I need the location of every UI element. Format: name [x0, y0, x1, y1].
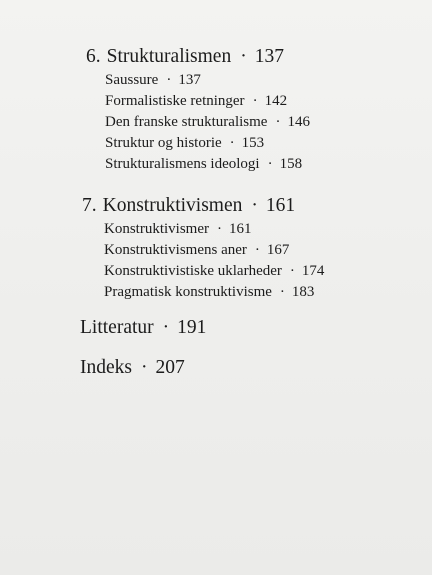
separator-dot: ·: [289, 263, 295, 279]
entry-title: Strukturalismens ideologi: [105, 156, 260, 172]
page-number: 183: [291, 284, 315, 300]
page-number: 167: [266, 242, 290, 258]
toc-entry: [105, 73, 201, 88]
separator-dot: ·: [267, 156, 273, 172]
separator-dot: ·: [252, 93, 258, 109]
entry-title: Saussure: [105, 72, 159, 88]
toc-entry: [105, 115, 310, 130]
toc-entry: [105, 136, 264, 151]
page-number: 153: [241, 135, 265, 151]
entry-title: Struktur og historie: [105, 135, 222, 151]
chapter-number: 6.: [86, 46, 101, 67]
entry-title: Litteratur: [80, 317, 154, 338]
page-number: 137: [254, 46, 284, 67]
litteratur-heading: [80, 318, 206, 338]
page-number: 174: [301, 263, 325, 279]
chapter-title: Konstruktivismen: [102, 195, 243, 216]
page-number: 137: [178, 72, 201, 88]
entry-title: Konstruktivistiske uklarheder: [104, 263, 282, 279]
entry-title: Konstruktivismer: [104, 221, 209, 237]
chapter-title: Strukturalismen: [106, 46, 232, 67]
separator-dot: ·: [240, 46, 247, 67]
toc-entry: [104, 243, 289, 258]
chapter-7-heading: [82, 196, 295, 216]
page-number: 158: [279, 156, 303, 172]
entry-title: Den franske strukturalisme: [105, 114, 268, 130]
chapter-6-heading: [86, 47, 284, 67]
separator-dot: ·: [275, 114, 281, 130]
separator-dot: ·: [251, 195, 258, 216]
toc-entry: [105, 94, 287, 109]
page-number: 161: [265, 195, 296, 216]
indeks-heading: [80, 358, 185, 378]
chapter-number: 7.: [82, 195, 97, 216]
toc-entry: [104, 285, 314, 300]
entry-title: Formalistiske retninger: [105, 93, 245, 109]
separator-dot: ·: [279, 284, 285, 300]
page-number: 146: [287, 114, 310, 130]
separator-dot: ·: [162, 317, 170, 338]
page-number: 207: [155, 357, 185, 378]
page-number: 142: [264, 93, 288, 109]
toc-entry: [105, 157, 302, 172]
separator-dot: ·: [217, 221, 222, 237]
toc-entry: [104, 264, 324, 279]
separator-dot: ·: [166, 72, 172, 88]
entry-title: Indeks: [80, 357, 132, 378]
entry-title: Pragmatisk konstruktivisme: [104, 284, 272, 300]
separator-dot: ·: [229, 135, 235, 151]
entry-title: Konstruktivismens aner: [104, 242, 247, 258]
toc-entry: [104, 222, 252, 237]
separator-dot: ·: [141, 357, 148, 378]
page-number: 191: [177, 317, 207, 338]
separator-dot: ·: [254, 242, 260, 258]
page-number: 161: [229, 221, 252, 237]
